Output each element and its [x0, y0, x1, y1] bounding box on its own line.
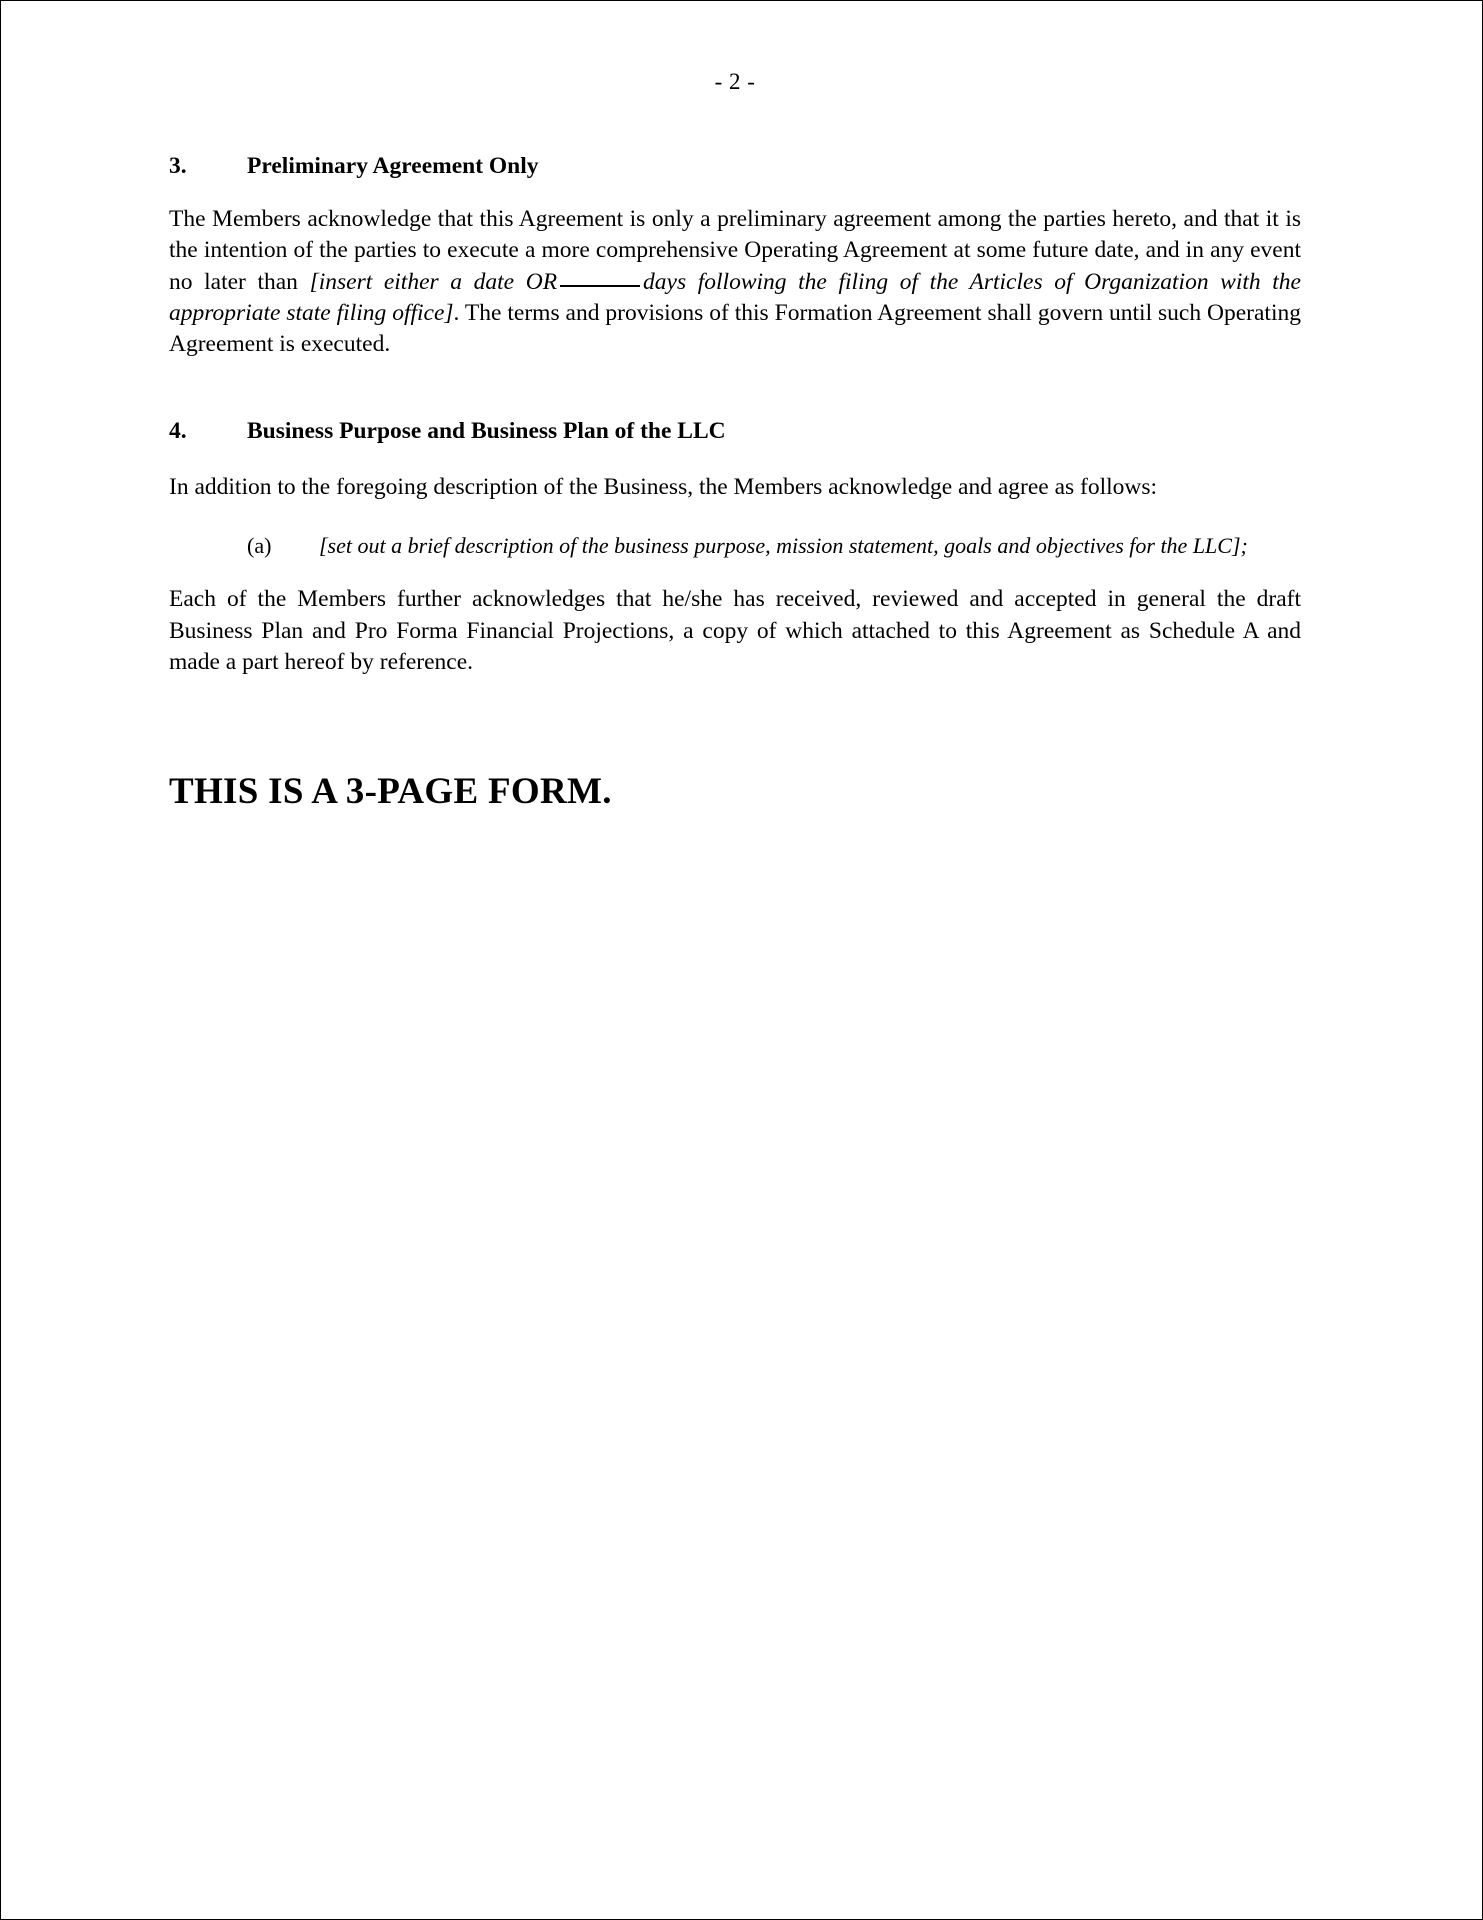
section-3-paragraph-text-2: . The terms and provisions of this Formation Agreement shall govern until such Operating Agreement is executed.: [169, 299, 1301, 358]
section-title-4: Business Purpose and Business Plan of the LLC: [247, 418, 726, 445]
page-blank-area: [169, 813, 1301, 1913]
form-note: THIS IS A 3-PAGE FORM.: [169, 771, 612, 813]
section-3-paragraph-italic-2: days following the filing of the Articles of Organization with the appropriate state filing office]: [169, 268, 1301, 326]
section-3-paragraph-text-1: The Members acknowledge that this Agreement is only a preliminary agreement among the parties hereto, and that it is the intention of the parties to execute a more comprehensive Operating Agreement at some future date, and in any event no later than: [169, 206, 1301, 295]
section-3-paragraph-italic-1: [insert either a date OR: [309, 268, 558, 295]
list-item-label-a: (a): [247, 532, 272, 558]
list-item: [169, 531, 1301, 560]
list-item-text-a: [set out a brief description of the business purpose, mission statement, goals and objectives for the LLC];: [319, 532, 1248, 558]
section-title-3: Preliminary Agreement Only: [247, 153, 539, 179]
section-heading-3: [169, 152, 1301, 180]
section-number-3: 3.: [169, 153, 187, 179]
fill-in-blank[interactable]: [560, 285, 640, 287]
section-4-intro-paragraph: In addition to the foregoing description of the Business, the Members acknowledge and agree as follows:: [169, 473, 1158, 500]
section-3-paragraph: [169, 204, 1301, 360]
section-heading-4: [169, 417, 1301, 445]
page-content: [169, 1, 1301, 1913]
section-number-4: 4.: [169, 418, 187, 445]
section-4-closing-paragraph: Each of the Members further acknowledges that he/she has received, reviewed and accepted in general the draft Business Plan and Pro Forma Financial Projections, a copy of which attached to this Agreement as Schedule A and made a part hereof by reference.: [169, 586, 1301, 675]
page-number: - 2 -: [714, 69, 756, 94]
